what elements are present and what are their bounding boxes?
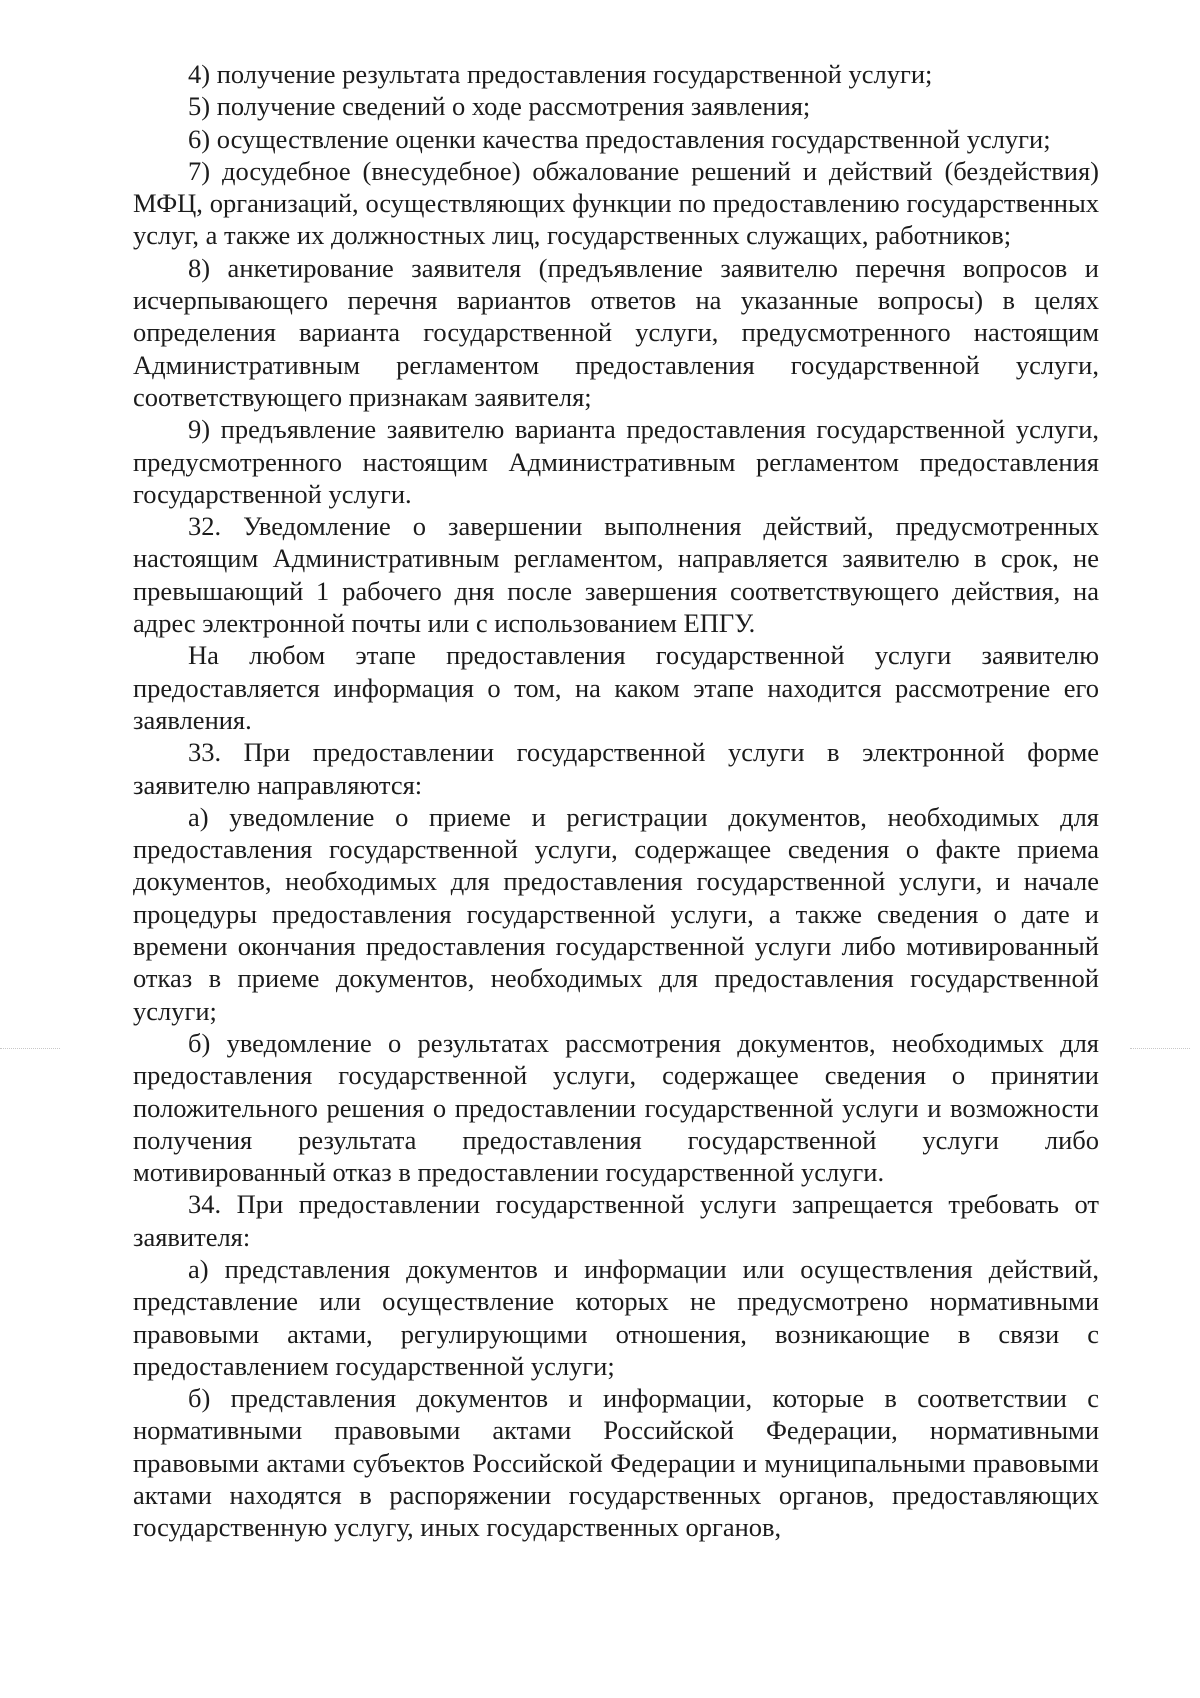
scan-artifact-right	[1130, 1048, 1190, 1049]
paragraph-clause-34-b: б) представления документов и информации, которые в соответствии с нормативными правовыми актами Российской Федерации, нормативными правовыми актами субъектов Российской Федерации и муниципальными правовыми актами находятся в распоряжении государственных органов, предоставляющих государственную услугу, иных государственных органов,	[133, 1383, 1099, 1543]
paragraph-item-4: 4) получение результата предоставления государственной услуги;	[188, 59, 933, 89]
paragraph-item-8: 8) анкетирование заявителя (предъявление заявителю перечня вопросов и исчерпывающего перечня вариантов ответов на указанные вопросы) в целях определения варианта государственной услуги, предусмотренного настоящим Административным регламентом предоставления государственной услуги, соответствующего признакам заявителя;	[133, 252, 1099, 412]
paragraph-clause-32-info: На любом этапе предоставления государственной услуги заявителю предоставляется информация о том, на каком этапе находится рассмотрение его заявления.	[133, 640, 1099, 735]
paragraph-clause-32: 32. Уведомление о завершении выполнения действий, предусмотренных настоящим Административным регламентом, направляется заявителю в срок, не превышающий 1 рабочего дня после завершения соответствующего действия, на адрес электронной почты или с использованием ЕПГУ.	[133, 511, 1099, 639]
paragraph-clause-33-a: а) уведомление о приеме и регистрации документов, необходимых для предоставления государственной услуги, содержащее сведения о факте приема документов, необходимых для предоставления государственной услуги, и начале процедуры предоставления государственной услуги, а также сведения о дате и времени окончания предоставления государственной услуги либо мотивированный отказ в приеме документов, необходимых для предоставления государственной услуги;	[133, 801, 1099, 1026]
paragraph-item-6: 6) осуществление оценки качества предоставления государственной услуги;	[188, 123, 1051, 154]
paragraph-item-7: 7) досудебное (внесудебное) обжалование решений и действий (бездействия) МФЦ, организаций, осуществляющих функции по предоставлению государственных услуг, а также их должностных лиц, государственных служащих, работников;	[133, 155, 1099, 251]
scan-artifact-left	[0, 1048, 60, 1049]
paragraph-clause-33: 33. При предоставлении государственной услуги в электронной форме заявителю направляются:	[133, 737, 1099, 800]
document-page	[133, 58, 1099, 1544]
paragraph-clause-34-a: а) представления документов и информации или осуществления действий, представление или осуществление которых не предусмотрено нормативными правовыми актами, регулирующими отношения, возникающие в связи с предоставлением государственной услуги;	[133, 1253, 1099, 1381]
paragraph-clause-33-b: б) уведомление о результатах рассмотрения документов, необходимых для предоставления государственной услуги, содержащее сведения о принятии положительного решения о предоставлении государственной услуги и возможности получения результата предоставления государственной услуги либо мотивированный отказ в предоставлении государственной услуги.	[133, 1027, 1099, 1188]
paragraph-item-9: 9) предъявление заявителю варианта предоставления государственной услуги, предусмотренного настоящим Административным регламентом предоставления государственной услуги.	[133, 414, 1099, 509]
paragraph-clause-34: 34. При предоставлении государственной услуги запрещается требовать от заявителя:	[133, 1189, 1099, 1252]
paragraph-item-5: 5) получение сведений о ходе рассмотрения заявления;	[188, 91, 811, 122]
